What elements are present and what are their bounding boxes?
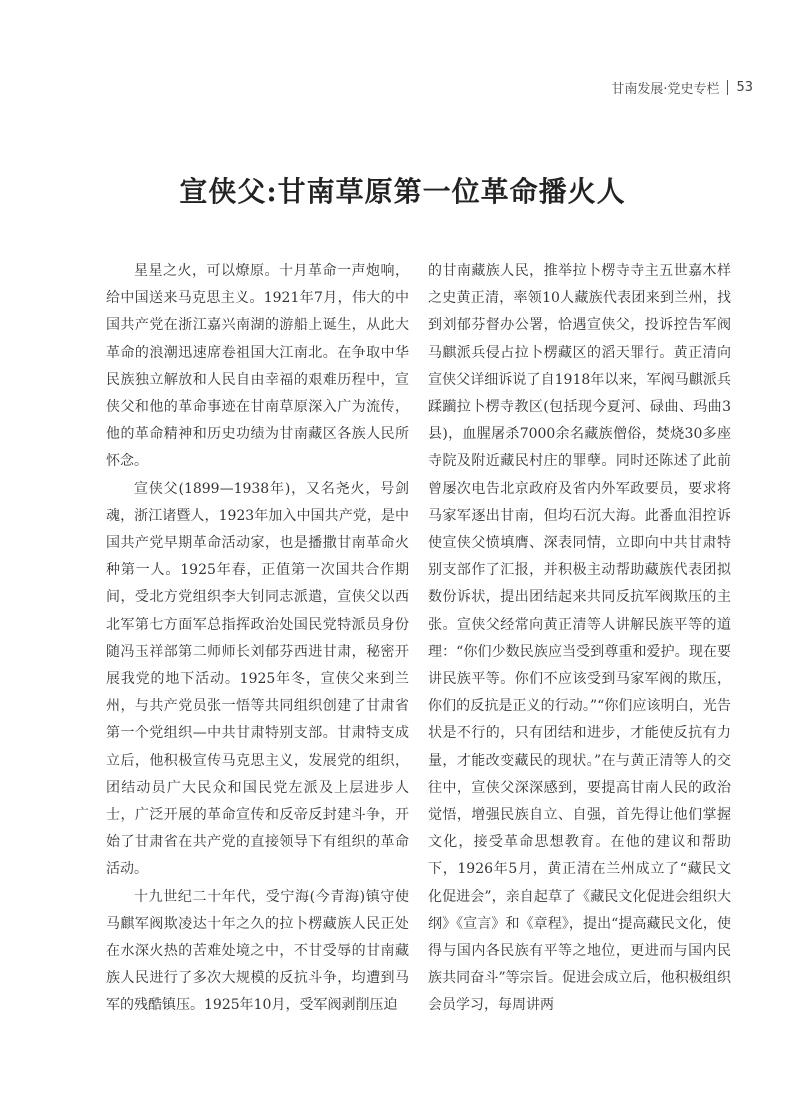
right-column [428, 258, 731, 1020]
paragraph-1: 星星之火，可以燎原。十月革命一声炮响，给中国送来马克思主义。1921年7月，伟大的中国共产党在浙江嘉兴南湖的游船上诞生，从此大革命的浪潮迅速席卷祖国大江南北。在争取中华民族独立解放和人民自由幸福的艰难历程中，宣侠父和他的革命事迹在甘南草原深入广为流传，他的革命精神和历史功绩为甘南藏区各族人民所怀念。 [106, 263, 409, 470]
article-title: 宣侠父:甘南草原第一位革命播火人 [179, 175, 626, 208]
header-divider [727, 80, 728, 95]
paragraph-3: 十九世纪二十年代，受宁海(今青海)镇守使马麒军阀欺凌达十年之久的拉卜楞藏族人民正处在水深火热的苦难处境之中，不甘受辱的甘南藏族人民进行了多次大规模的反抗斗争，均遭到马军的残酷镇压。1925年10月，受军阀剥削压迫 [106, 888, 409, 1014]
paragraph-3-continued: 的甘南藏族人民，推举拉卜楞寺寺主五世嘉木样之史黄正清，率领10人藏族代表团来到兰州，找到刘郁芬督办公署，恰遇宣侠父，投诉控告军阀马麒派兵侵占拉卜楞藏区的滔天罪行。黄正清向宣侠父详细诉说了自1918年以来，军阀马麒派兵蹂躏拉卜楞寺教区(包括现今夏河、碌曲、玛曲3县)，血腥屠杀7000余名藏族僧俗，焚烧30多座寺院及附近藏民村庄的罪孽。同时还陈述了此前曾屡次电告北京政府及省内外军政要员，要求将马家军逐出甘南，但均石沉大海。此番血泪控诉使宣侠父愤填膺、深表同情，立即向中共甘肃特别支部作了汇报，并积极主动帮助藏族代表团拟数份诉状，提出团结起来共同反抗军阀欺压的主张。宣侠父经常向黄正清等人讲解民族平等的道理：“你们少数民族应当受到尊重和爱护。现在要讲民族平等。你们不应该受到马家军阀的欺压，你们的反抗是正义的行动。”“你们应该明白，光告状是不行的，只有团结和进步，才能使反抗有力量，才能改变藏民的现状。”在与黄正清等人的交往中，宣侠父深深感到，要提高甘南人民的政治觉悟，增强民族自立、自强，首先得让他们掌握文化，接受革命思想教育。在他的建议和帮助下，1926年5月，黄正清在兰州成立了“藏民文化促进会”，亲自起草了《藏民文化促进会组织大纲》《宣言》和《章程》，提出“提高藏民文化，使得与国内各民族有平等之地位，更进而与国内民族共同奋斗”等宗旨。促进会成立后，他积极组织会员学习，每周讲两 [428, 263, 731, 1014]
left-column [106, 258, 409, 1020]
section-label: 甘南发展·党史专栏 [611, 82, 720, 97]
paragraph-2: 宣侠父(1899—1938年)，又名尧火，号剑魂，浙江诸暨人，1923年加入中国共产党，是中国共产党早期革命活动家，也是播撒甘南革命火种第一人。1925年春，正值第一次国共合作期间，受北方党组织李大钊同志派遣，宣侠父以西北军第七方面军总指挥政治处国民党特派员身份随冯玉祥部第二师师长刘郁芬西进甘肃，秘密开展我党的地下活动。1925年冬，宣侠父来到兰州，与共产党员张一悟等共同组织创建了甘肃省第一个党组织—中共甘肃特别支部。甘肃特支成立后，他积极宣传马克思主义，发展党的组织，团结动员广大民众和国民党左派及上层进步人士，广泛开展的革命宣传和反帝反封建斗争，开始了甘肃省在共产党的直接领导下有组织的革命活动。 [106, 480, 409, 878]
page-number: 53 [736, 80, 753, 95]
running-header [611, 78, 753, 97]
